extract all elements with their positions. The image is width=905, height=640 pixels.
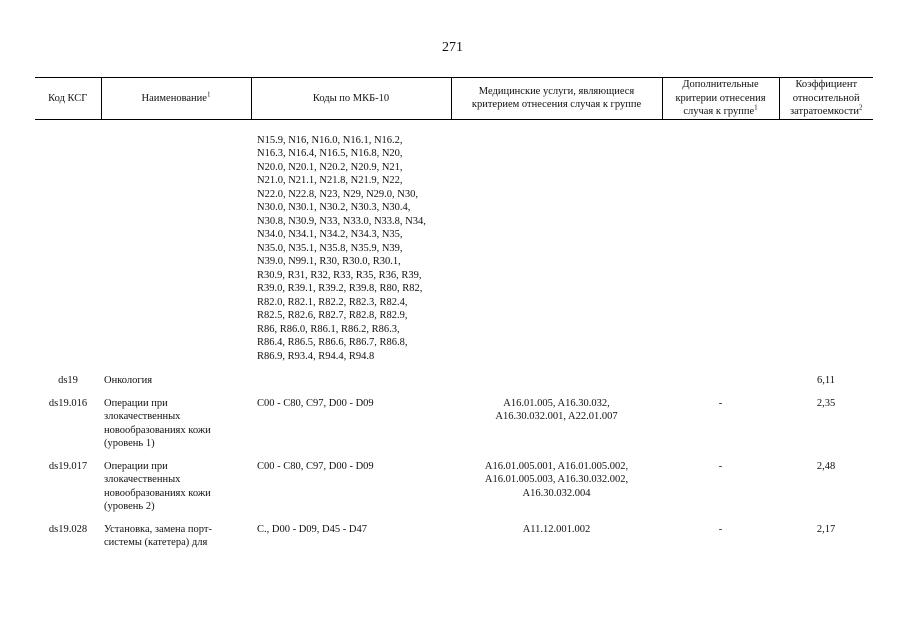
header-icd: Коды по МКБ-10 xyxy=(251,78,451,120)
row-services: A16.01.005, A16.30.032, A16.30.032.001, A22.01.007 xyxy=(495,397,618,422)
row-additional: - xyxy=(718,460,723,472)
header-name-footnote: 1 xyxy=(206,90,211,98)
row-services: A16.01.005.001, A16.01.005.002, A16.01.005.003, A16.30.032.002, A16.30.032.004 xyxy=(484,460,629,499)
row-name: Установка, замена порт- системы (катетера) для xyxy=(104,523,212,548)
row-code: ds19.017 xyxy=(48,460,88,472)
row-coefficient: 2,17 xyxy=(816,523,836,535)
header-code: Код КСГ xyxy=(35,78,101,120)
table-row xyxy=(35,451,873,514)
row-icd: C00 - C80, C97, D00 - D09 xyxy=(257,397,374,409)
row-name: Онкология xyxy=(104,375,153,386)
icd-codes-continuation: N15.9, N16, N16.0, N16.1, N16.2, N16.3, N16.4, N16.5, N16.8, N20, N20.0, N20.1, N20.2, N20.9, N21, N21.0, N21.1, N21.8, N21.9, N22, N22.0, N22.8, N23, N29, N29.0, N30, N30.0, N30.1, N30.2, N30.3, N30.4, N30.8, N30.9, N33, N33.0, N33.8, N34, N34.0, N34.1, N34.2, N34.3, N35, N35.0, N35.1, N35.8, N35.9, N39, N39.0, N99.1, R30, R30.0, R30.1, R30.9, R31, R32, R33, R35, R36, R39, R39.0, R39.1, R39.2, R39.8, R80, R82, R82.0, R82.1, R82.2, R82.3, R82.4, R82.5, R82.6, R82.7, R82.8, R82.9, R86, R86.0, R86.1, R86.2, R86.3, R86.4, R86.5, R86.6, R86.7, R86.8, R86.9, R93.4, R94.4, R94.8 xyxy=(257,134,426,362)
ksg-table xyxy=(35,77,873,550)
row-additional: - xyxy=(718,397,723,409)
row-name: Операции при злокачественных новообразованиях кожи (уровень 1) xyxy=(104,397,211,449)
page-number: 271 xyxy=(442,40,463,55)
row-icd: C00 - C80, C97, D00 - D09 xyxy=(257,460,374,472)
row-code: ds19.016 xyxy=(48,397,88,409)
table-row-continuation xyxy=(35,119,873,363)
row-code: ds19 xyxy=(58,375,78,386)
header-row xyxy=(35,78,873,120)
row-services xyxy=(451,363,662,388)
row-icd: C., D00 - D09, D45 - D47 xyxy=(257,523,367,535)
table-row xyxy=(35,363,873,388)
header-name: Наименование$^1$ xyxy=(101,78,251,120)
row-coefficient: 6,11 xyxy=(817,375,835,386)
row-additional xyxy=(662,363,779,388)
row-icd xyxy=(251,363,451,388)
row-name: Операции при злокачественных новообразованиях кожи (уровень 2) xyxy=(104,460,211,512)
header-additional-footnote: 1 xyxy=(754,103,758,112)
row-code: ds19.028 xyxy=(48,523,88,535)
row-coefficient: 2,35 xyxy=(816,397,836,409)
table-row xyxy=(35,388,873,451)
table-row xyxy=(35,514,873,550)
row-services: A11.12.001.002 xyxy=(522,523,591,535)
header-coefficient-footnote: 2 xyxy=(858,103,863,112)
header-additional: Дополнительные критерии отнесения случая к группе$^1$ xyxy=(662,78,779,120)
header-coefficient: Коэффициент относительной затратоемкости$^2$ xyxy=(779,78,873,120)
header-services: Медицинские услуги, являющиеся критерием отнесения случая к группе xyxy=(451,78,662,120)
row-coefficient: 2,48 xyxy=(816,460,836,472)
row-additional: - xyxy=(718,523,723,535)
